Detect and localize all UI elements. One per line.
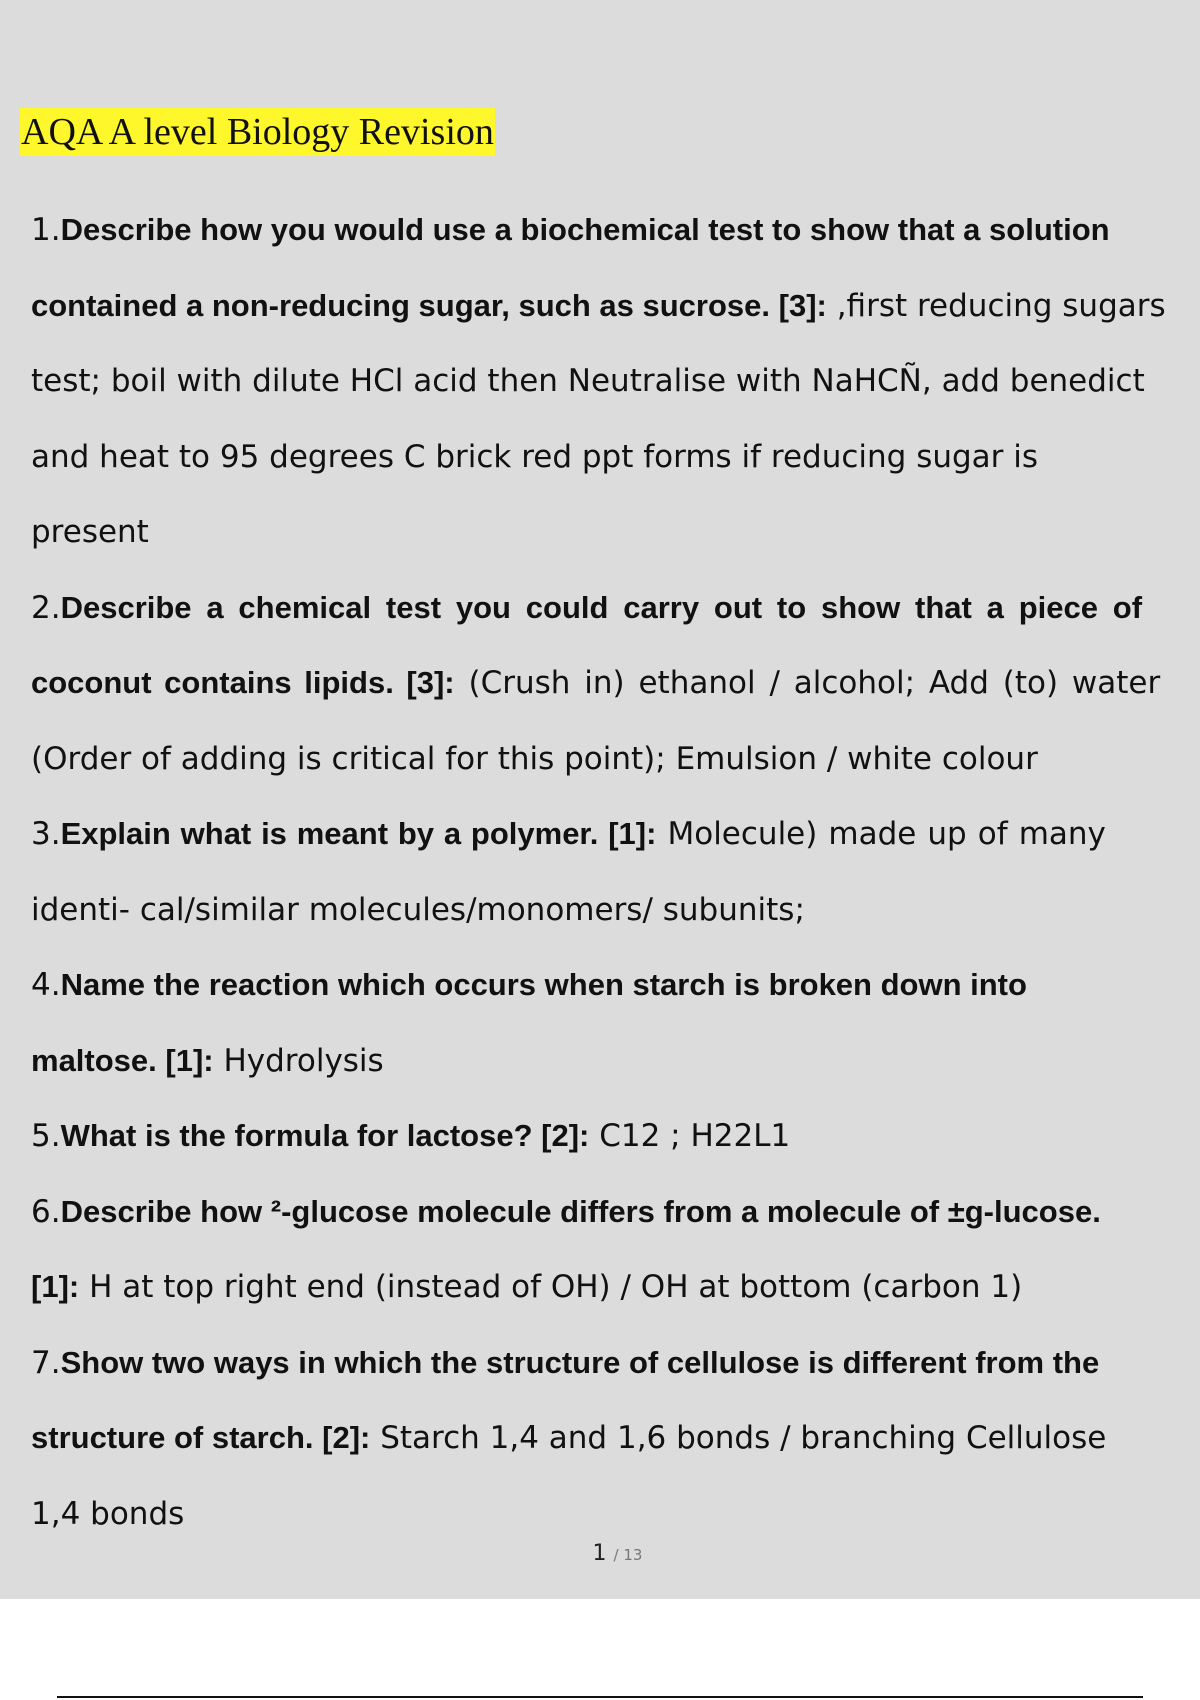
question-4-text: maltose. [1]: — [31, 1042, 214, 1078]
answer-7-text: Starch 1,4 and 1,6 bonds / branching Cellulose — [370, 1420, 1107, 1456]
answer-1-line-4 — [31, 419, 1200, 495]
page-divider — [57, 1696, 1143, 1698]
answer-2-text: (Order of adding is critical for this point); Emulsion / white colour — [31, 740, 1038, 777]
answer-4-text: Hydrolysis — [213, 1042, 384, 1079]
current-page-number: 1 — [592, 1541, 607, 1566]
question-2-number: 2. — [31, 589, 61, 626]
question-2-line-2 — [31, 645, 1200, 721]
question-list — [31, 192, 1200, 1551]
answer-6-text: H at top right end (instead of OH) / OH at bottom (carbon 1) — [79, 1269, 1023, 1305]
page-indicator — [0, 1541, 1200, 1566]
question-3-number: 3. — [31, 816, 61, 852]
question-1-text: contained a non-reducing sugar, such as sucrose. [3]: — [31, 287, 827, 323]
question-7-text: structure of starch. [2]: — [31, 1420, 371, 1455]
total-pages: / 13 — [613, 1546, 643, 1564]
question-5-line-1 — [31, 1098, 1200, 1174]
question-5-text: What is the formula for lactose? [2]: — [60, 1118, 590, 1153]
document-title: AQA A level Biology Revision — [20, 108, 495, 156]
question-3-line-1 — [31, 796, 1200, 872]
question-5-number: 5. — [31, 1118, 61, 1154]
answer-1-text: present — [31, 514, 149, 550]
question-7-line-2 — [31, 1400, 1200, 1476]
question-6-text: Describe how ²-glucose molecule differs from a molecule of ±g-lucose. — [60, 1193, 1101, 1229]
question-2-line-1 — [31, 570, 1200, 646]
question-7-text: Show two ways in which the structure of cellulose is different from the — [60, 1344, 1100, 1380]
question-6-line-2 — [31, 1249, 1200, 1325]
answer-1-text: ,first reducing sugars — [826, 287, 1166, 324]
answer-1-text: and heat to 95 degrees C brick red ppt forms if reducing sugar is — [31, 438, 1039, 475]
answer-1-line-3 — [31, 343, 1200, 419]
question-2-text: Describe a chemical test you could carry out to show that a piece of — [60, 589, 1143, 625]
answer-1-line-5 — [31, 494, 1200, 570]
question-4-line-1 — [31, 947, 1200, 1023]
question-2-text: coconut contains lipids. [3]: — [31, 665, 455, 700]
answer-5-text: C12 ; H22L1 — [589, 1118, 791, 1154]
answer-2-line-3 — [31, 721, 1200, 797]
question-4-number: 4. — [31, 967, 61, 1003]
answer-7-text: 1,4 bonds — [31, 1495, 185, 1532]
question-4-text: Name the reaction which occurs when starch is broken down into — [60, 967, 1027, 1002]
question-4-line-2 — [31, 1023, 1200, 1099]
question-1-text: Describe how you would use a biochemical test to show that a solution — [60, 212, 1110, 247]
answer-1-text: test; boil with dilute HCl acid then Neutralise with NaHCÑ, add benedict — [31, 363, 1145, 399]
question-6-number: 6. — [31, 1193, 61, 1230]
answer-3-line-2 — [31, 872, 1200, 948]
question-1-line-2 — [31, 268, 1200, 344]
question-1-line-1 — [31, 192, 1200, 268]
question-3-text: Explain what is meant by a polymer. [1]: — [60, 816, 657, 851]
answer-2-text: (Crush in) ethanol / alcohol; Add (to) water — [454, 665, 1161, 701]
question-6-text: [1]: — [31, 1269, 80, 1304]
answer-3-text: identi- cal/similar molecules/monomers/ subunits; — [31, 891, 805, 928]
answer-3-text: Molecule) made up of many — [656, 816, 1106, 852]
question-7-line-1 — [31, 1325, 1200, 1401]
question-1-number: 1. — [31, 212, 61, 248]
question-6-line-1 — [31, 1174, 1200, 1250]
answer-7-line-3 — [31, 1476, 1200, 1552]
question-7-number: 7. — [31, 1344, 61, 1381]
